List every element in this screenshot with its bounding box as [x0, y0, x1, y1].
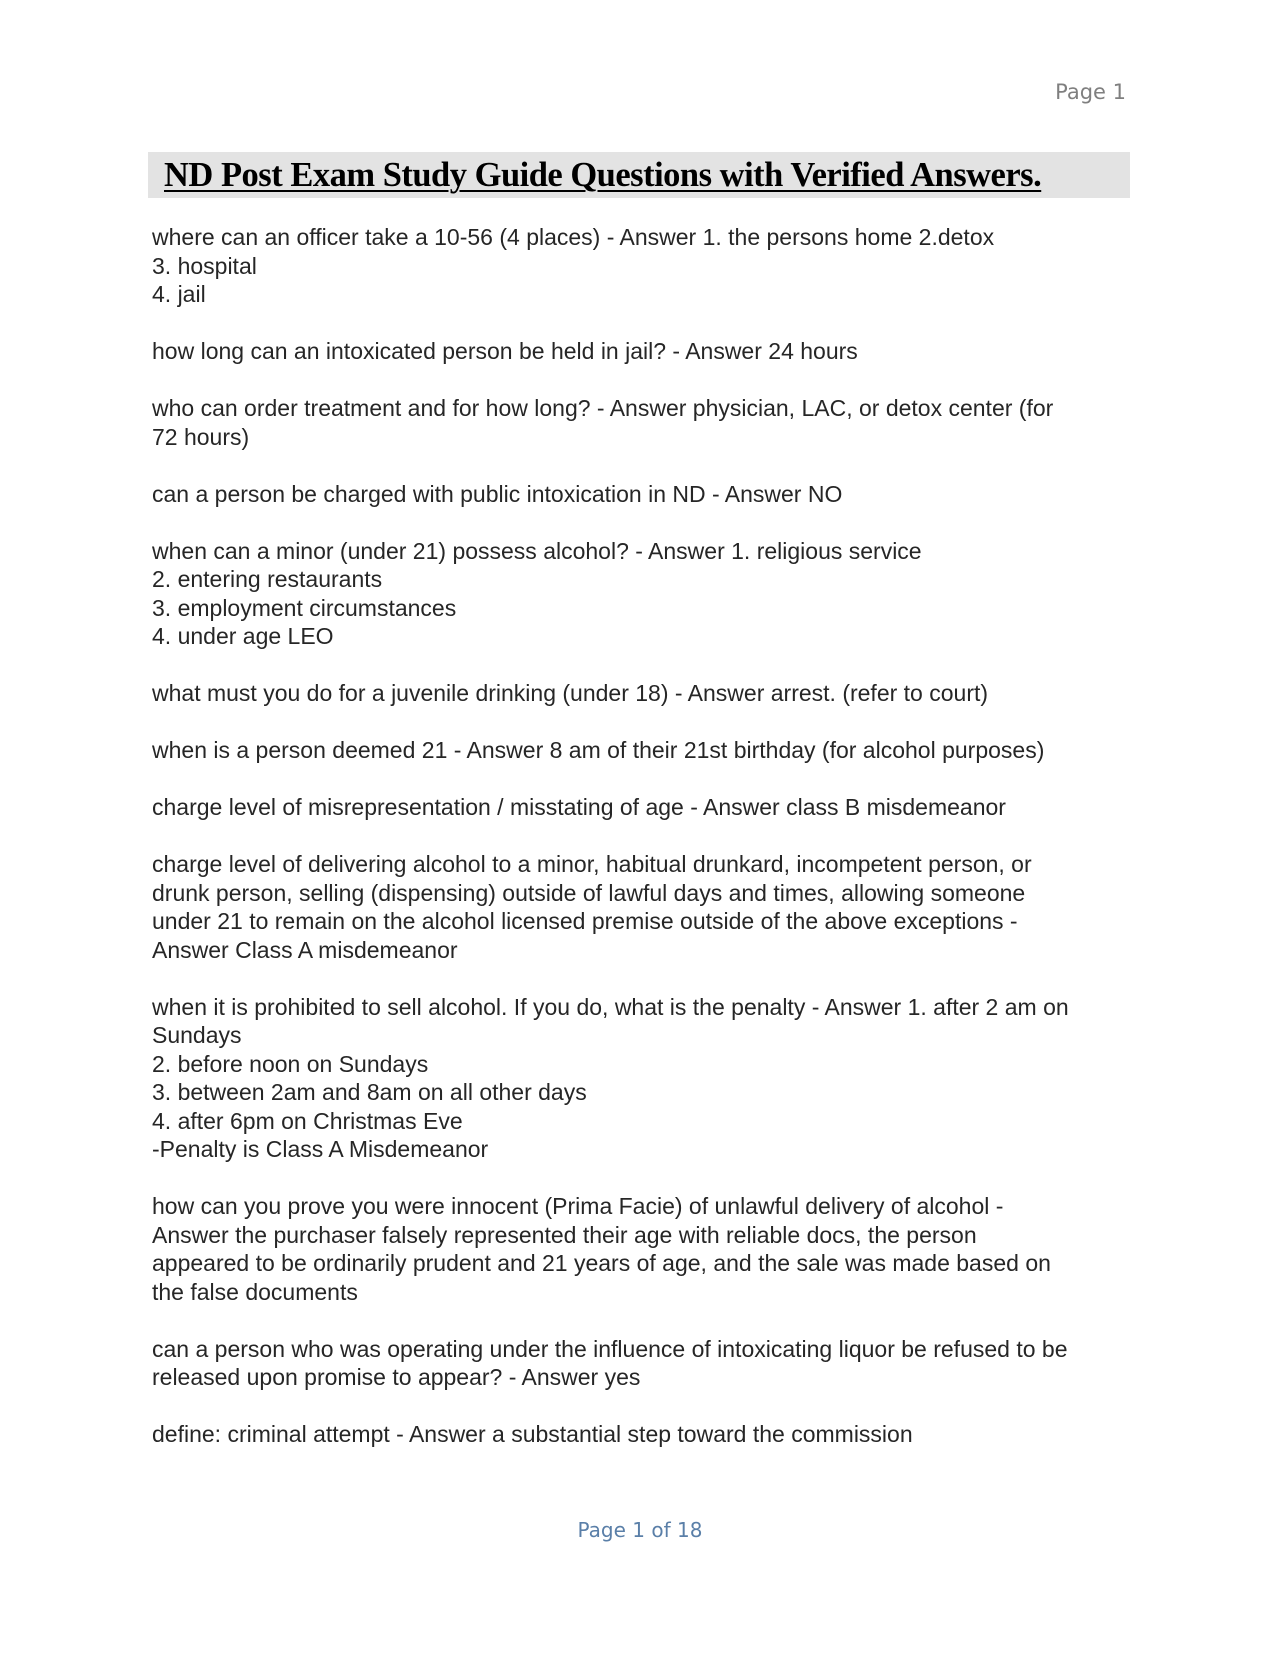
qa-line: Answer the purchaser falsely represented their age with reliable docs, the person — [152, 1221, 977, 1248]
qa-line: 4. jail — [152, 281, 206, 307]
document-title: ND Post Exam Study Guide Questions with Verified Answers. — [164, 156, 1042, 194]
qa-item — [152, 1335, 1127, 1392]
qa-item — [152, 337, 1127, 366]
qa-line: under 21 to remain on the alcohol licensed premise outside of the above exceptions - — [152, 908, 1018, 934]
qa-item — [152, 223, 1127, 309]
qa-list — [152, 223, 1127, 1477]
qa-line: 2. before noon on Sundays — [152, 1050, 429, 1077]
qa-line: appeared to be ordinarily prudent and 21 years of age, and the sale was made based on — [152, 1250, 1051, 1276]
qa-line: drunk person, selling (dispensing) outside of lawful days and times, allowing someone — [152, 879, 1026, 906]
qa-line: define: criminal attempt - Answer a substantial step toward the commission — [152, 1421, 913, 1447]
qa-item — [152, 679, 1127, 708]
qa-line: charge level of misrepresentation / misstating of age - Answer class B misdemeanor — [152, 794, 1006, 820]
qa-item — [152, 394, 1127, 451]
qa-line: how long can an intoxicated person be held in jail? - Answer 24 hours — [152, 338, 858, 364]
qa-item — [152, 480, 1127, 509]
qa-item — [152, 850, 1127, 964]
qa-line: where can an officer take a 10-56 (4 places) - Answer 1. the persons home 2.detox — [152, 224, 995, 250]
qa-item — [152, 537, 1127, 651]
qa-line: when it is prohibited to sell alcohol. If you do, what is the penalty - Answer 1. after 2 am on — [152, 993, 1069, 1020]
qa-line: can a person who was operating under the influence of intoxicating liquor be refused to be — [152, 1335, 1068, 1362]
qa-line: 72 hours) — [152, 423, 250, 450]
qa-item — [152, 993, 1127, 1164]
qa-item — [152, 793, 1127, 822]
qa-line: when is a person deemed 21 - Answer 8 am of their 21st birthday (for alcohol purposes) — [152, 737, 1045, 763]
qa-line: 4. after 6pm on Christmas Eve — [152, 1107, 463, 1134]
qa-line: -Penalty is Class A Misdemeanor — [152, 1136, 489, 1162]
qa-line: how can you prove you were innocent (Prima Facie) of unlawful delivery of alcohol - — [152, 1193, 1004, 1219]
qa-line: can a person be charged with public intoxication in ND - Answer NO — [152, 480, 843, 507]
qa-line: 3. hospital — [152, 252, 257, 279]
qa-line: the false documents — [152, 1278, 358, 1305]
qa-line: 4. under age LEO — [152, 623, 334, 649]
qa-line: 3. between 2am and 8am on all other days — [152, 1079, 587, 1105]
qa-line: 3. employment circumstances — [152, 594, 457, 621]
qa-line: charge level of delivering alcohol to a minor, habitual drunkard, incompetent person, or — [152, 851, 1032, 877]
qa-line: who can order treatment and for how long? - Answer physician, LAC, or detox center (for — [152, 395, 1054, 421]
qa-item — [152, 1192, 1127, 1306]
qa-line: 2. entering restaurants — [152, 566, 383, 592]
page-footer: Page 1 of 18 — [577, 1518, 703, 1542]
page-number-header: Page 1 — [1055, 80, 1126, 104]
qa-line: Answer Class A misdemeanor — [152, 936, 458, 963]
qa-line: what must you do for a juvenile drinking (under 18) - Answer arrest. (refer to court) — [152, 680, 989, 706]
qa-item — [152, 1420, 1127, 1449]
qa-line: when can a minor (under 21) possess alcohol? - Answer 1. religious service — [152, 537, 922, 564]
qa-line: Sundays — [152, 1022, 242, 1048]
qa-item — [152, 736, 1127, 765]
qa-line: released upon promise to appear? - Answer yes — [152, 1364, 641, 1390]
